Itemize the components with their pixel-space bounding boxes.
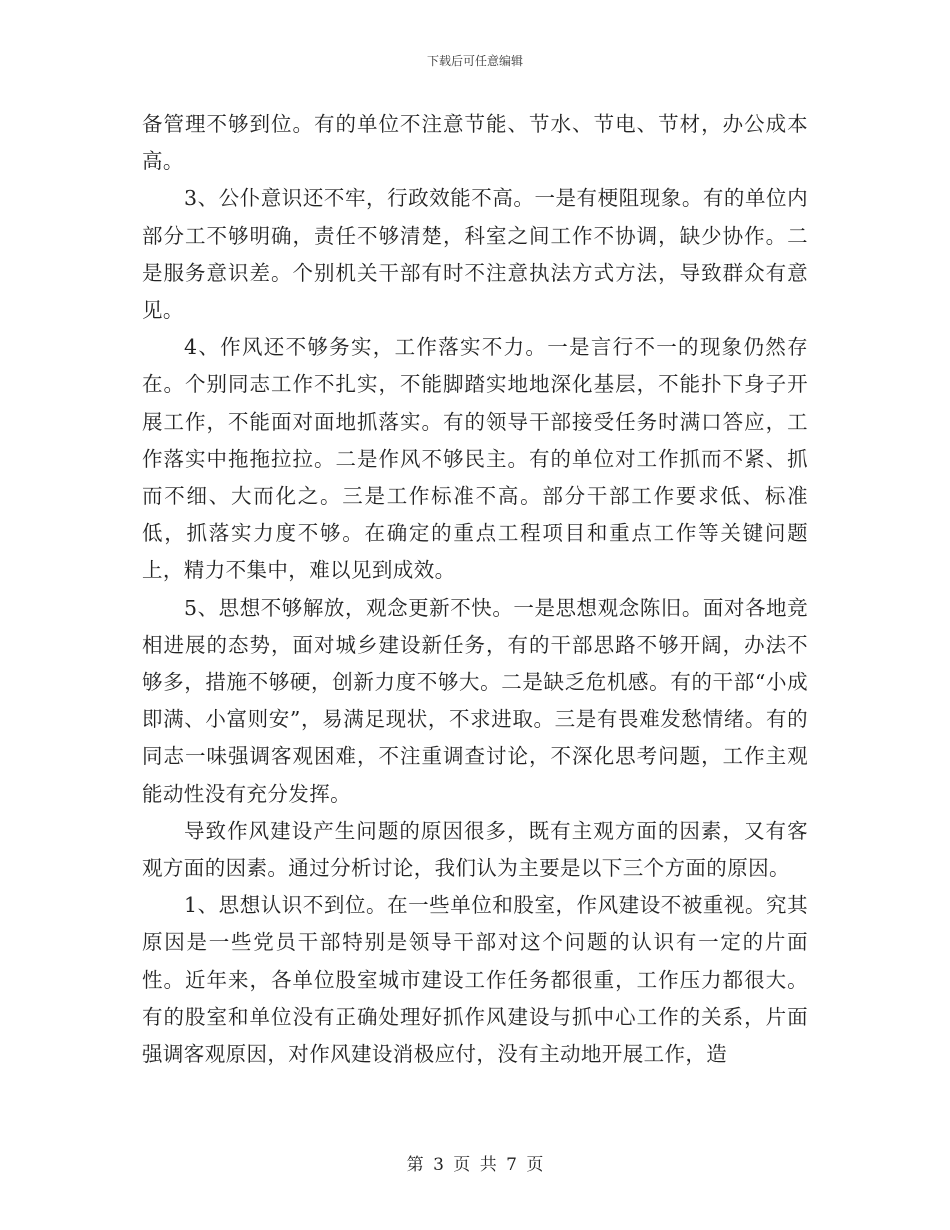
page-header: 下载后可任意编辑 bbox=[426, 54, 523, 68]
page-footer: 第 3 页 共 7 页 bbox=[406, 1155, 544, 1175]
paragraph-3: 4、作风还不够务实，工作落实不力。一是言行不一的现象仍然存在。个别同志工作不扎实，不能脚踏实地地深化基层，不能扑下身子开展工作，不能面对面地抓落实。有的领导干部接受任务时满口答应，工作落实中拖拖拉拉。二是作风不够民主。有的单位对工作抓而不紧、抓而不细、大而化之。三是工作标准不高。部分干部工作要求低、标准低，抓落实力度不够。在确定的重点工程项目和重点工作等关键问题上，精力不集中，难以见到成效。 bbox=[142, 335, 808, 583]
paragraph-5: 导致作风建设产生问题的原因很多，既有主观方面的因素，又有客观方面的因素。通过分析讨论，我们认为主要是以下三个方面的原因。 bbox=[142, 818, 808, 881]
paragraph-2: 3、公仆意识还不牢，行政效能不高。一是有梗阻现象。有的单位内部分工不够明确，责任不够清楚，科室之间工作不协调，缺少协作。二是服务意识差。个别机关干部有时不注意执法方式方法，导致群众有意见。 bbox=[142, 186, 808, 323]
paragraph-1: 备管理不够到位。有的单位不注意节能、节水、节电、节材，办公成本高。 bbox=[142, 112, 808, 174]
paragraph-4: 5、思想不够解放，观念更新不快。一是思想观念陈旧。面对各地竞相进展的态势，面对城乡建设新任务，有的干部思路不够开阔，办法不够多，措施不够硬，创新力度不够大。二是缺乏危机感。有的干部“小成即满、小富则安”，易满足现状，不求进取。三是有畏难发愁情绪。有的同志一味强调客观困难，不注重调查讨论，不深化思考问题，工作主观能动性没有充分发挥。 bbox=[142, 595, 808, 806]
document-body bbox=[142, 106, 808, 1073]
paragraph-6: 1、思想认识不到位。在一些单位和股室，作风建设不被重视。究其原因是一些党员干部特别是领导干部对这个问题的认识有一定的片面性。近年来，各单位股室城市建设工作任务都很重，工作压力都很大。有的股室和单位没有正确处理好抓作风建设与抓中心工作的关系，片面强调客观原因，对作风建设消极应付，没有主动地开展工作，造 bbox=[142, 893, 808, 1067]
